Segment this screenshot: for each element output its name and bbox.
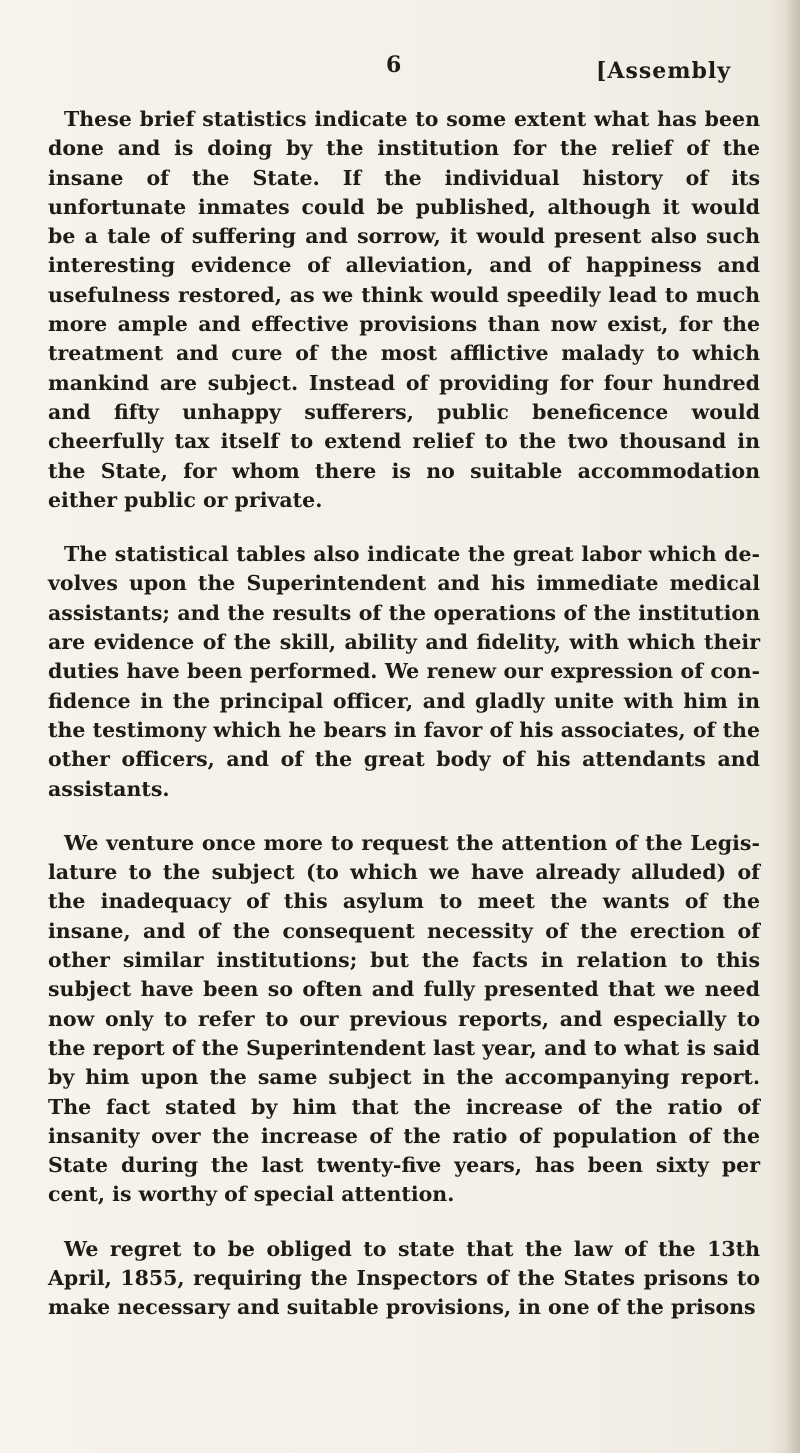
body-text	[48, 105, 760, 1348]
page-header	[0, 52, 800, 92]
paragraph-4: We regret to be obliged to state that the law of the 13th April, 1855, requiring the Inspectors of the States prisons to make necessary and suitable provisions, in one of the prisons	[48, 1236, 760, 1320]
paragraph-3: We venture once more to request the attention of the Legislature to the subject (to which we have already alluded) of the inadequacy of this asylum to meet the wants of the insane, and of the consequent necessity of the erection of other similar institutions; but the facts in relation to this subject have been so often and fully presented that we need now only to refer to our previous reports, and especially to the report of the Superintendent last year, and to what is said by him upon the same subject in the accompanying report. The fact stated by him that the increase of the ratio of insanity over the increase of the ratio of population of the State during the last twenty-five years, has been sixty per cent, is worthy of special attention.	[48, 830, 760, 1207]
paragraph-1: These brief statistics indicate to some extent what has been done and is doing by the institution for the relief of the insane of the State. If the individual history of its unfortunate inmates could be published, although it would be a tale of suffering and sorrow, it would present also such interesting evidence of alleviation, and of happiness and usefulness restored, as we think would speedily lead to much more ample and effective provisions than now exist, for the treatment and cure of the most afflictive malady to which mankind are subject. Instead of providing for four hundred and fifty unhappy sufferers, public beneficence would cheerfully tax itself to extend relief to the two thousand in the State, for whom there is no suitable accommodation either public or private.	[48, 107, 760, 512]
running-head: [Assembly	[596, 58, 732, 84]
page-edge-shadow	[786, 0, 800, 1453]
paragraph-2: The statistical tables also indicate the great labor which devolves upon the Superintendent and his immediate medical assistants; and the results of the operations of the institution are evidence of the skill, ability and fidelity, with which their duties have been performed. We renew our expression of confidence in the principal officer, and gladly unite with him in the testimony which he bears in favor of his associates, of the other officers, and of the great body of his attendants and assistants.	[48, 542, 760, 801]
page-number: 6	[386, 52, 402, 78]
